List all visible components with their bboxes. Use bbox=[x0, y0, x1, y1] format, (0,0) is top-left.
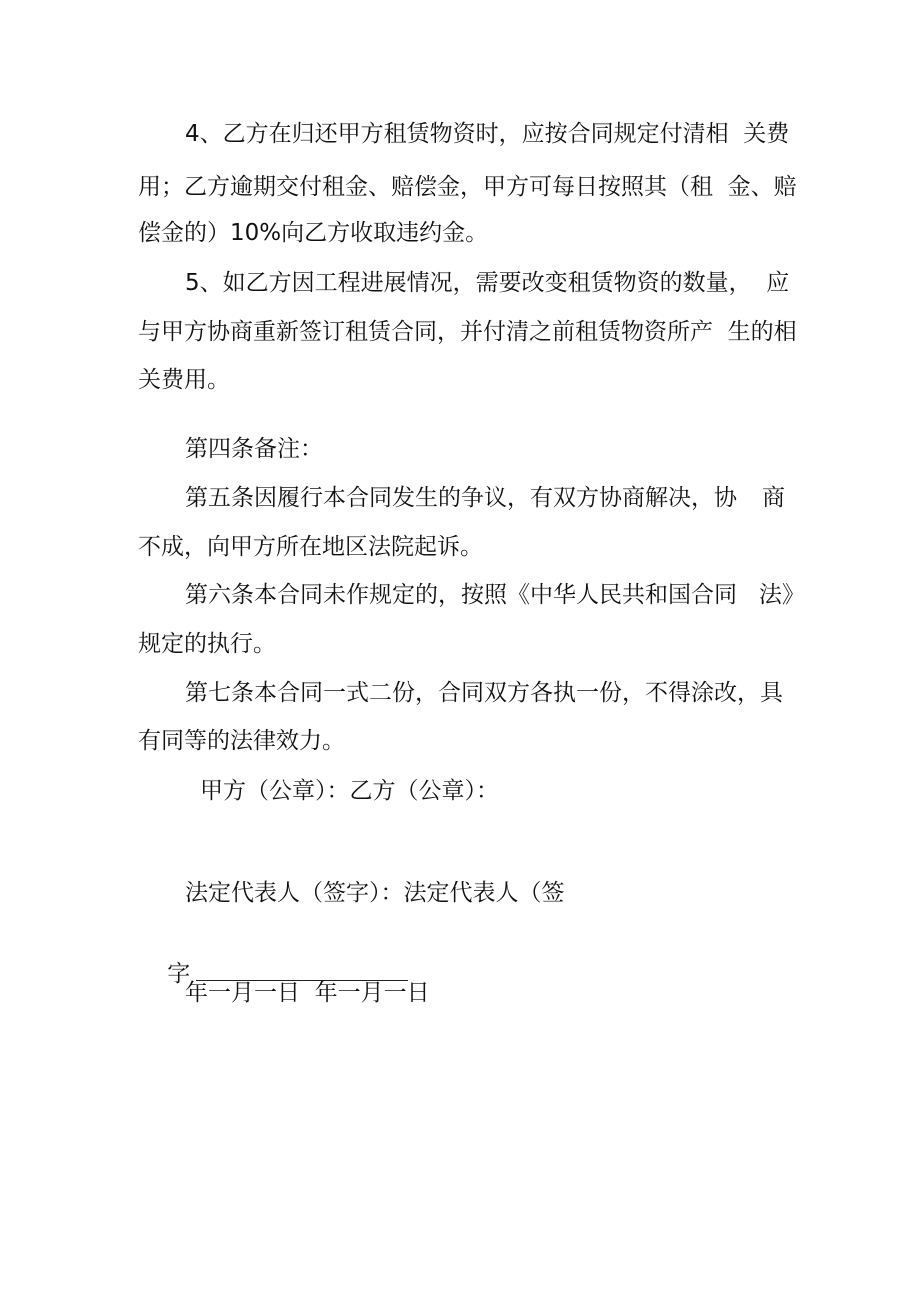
article7-line1: 第七条本合同一式二份，合同双方各执一份，不得涂改，具 bbox=[185, 680, 783, 706]
article6-line2: 规定的执行。 bbox=[138, 631, 276, 657]
representative-line: 法定代表人（签字）：法定代表人（签 bbox=[185, 880, 565, 906]
item4-line2: 用；乙方逾期交付租金、赔偿金，甲方可每日按照其（租 金、赔 bbox=[138, 174, 797, 200]
item4-line1: 4、乙方在归还甲方租赁物资时，应按合同规定付清相 关费 bbox=[185, 121, 790, 147]
signature-label: 字 bbox=[167, 961, 191, 987]
item4-line3: 偿金的）10%向乙方收取违约金。 bbox=[138, 220, 489, 246]
date-line: 年一月一日 年一月一日 bbox=[185, 980, 430, 1006]
item5-line3: 关费用。 bbox=[138, 367, 230, 393]
item5-line1: 5、如乙方因工程进展情况，需要改变租赁物资的数量， 应 bbox=[185, 270, 790, 296]
item5-line2: 与甲方协商重新签订租赁合同，并付清之前租赁物资所产 生的相 bbox=[138, 319, 797, 345]
article7-line2: 有同等的法律效力。 bbox=[138, 728, 345, 754]
article5-line1-tail: 商 bbox=[762, 485, 785, 511]
article5-line1-text: 第五条因履行本合同发生的争议，有双方协商解决，协 bbox=[185, 485, 737, 511]
article5-line2: 不成，向甲方所在地区法院起诉。 bbox=[138, 534, 483, 560]
seal-line: 甲方（公章）：乙方（公章）： bbox=[200, 778, 499, 804]
article6-line1: 第六条本合同未作规定的，按照《中华人民共和国合同 法》 bbox=[185, 582, 805, 608]
article5-line1 bbox=[185, 483, 785, 513]
article4-note: 第四条备注： bbox=[185, 436, 323, 462]
